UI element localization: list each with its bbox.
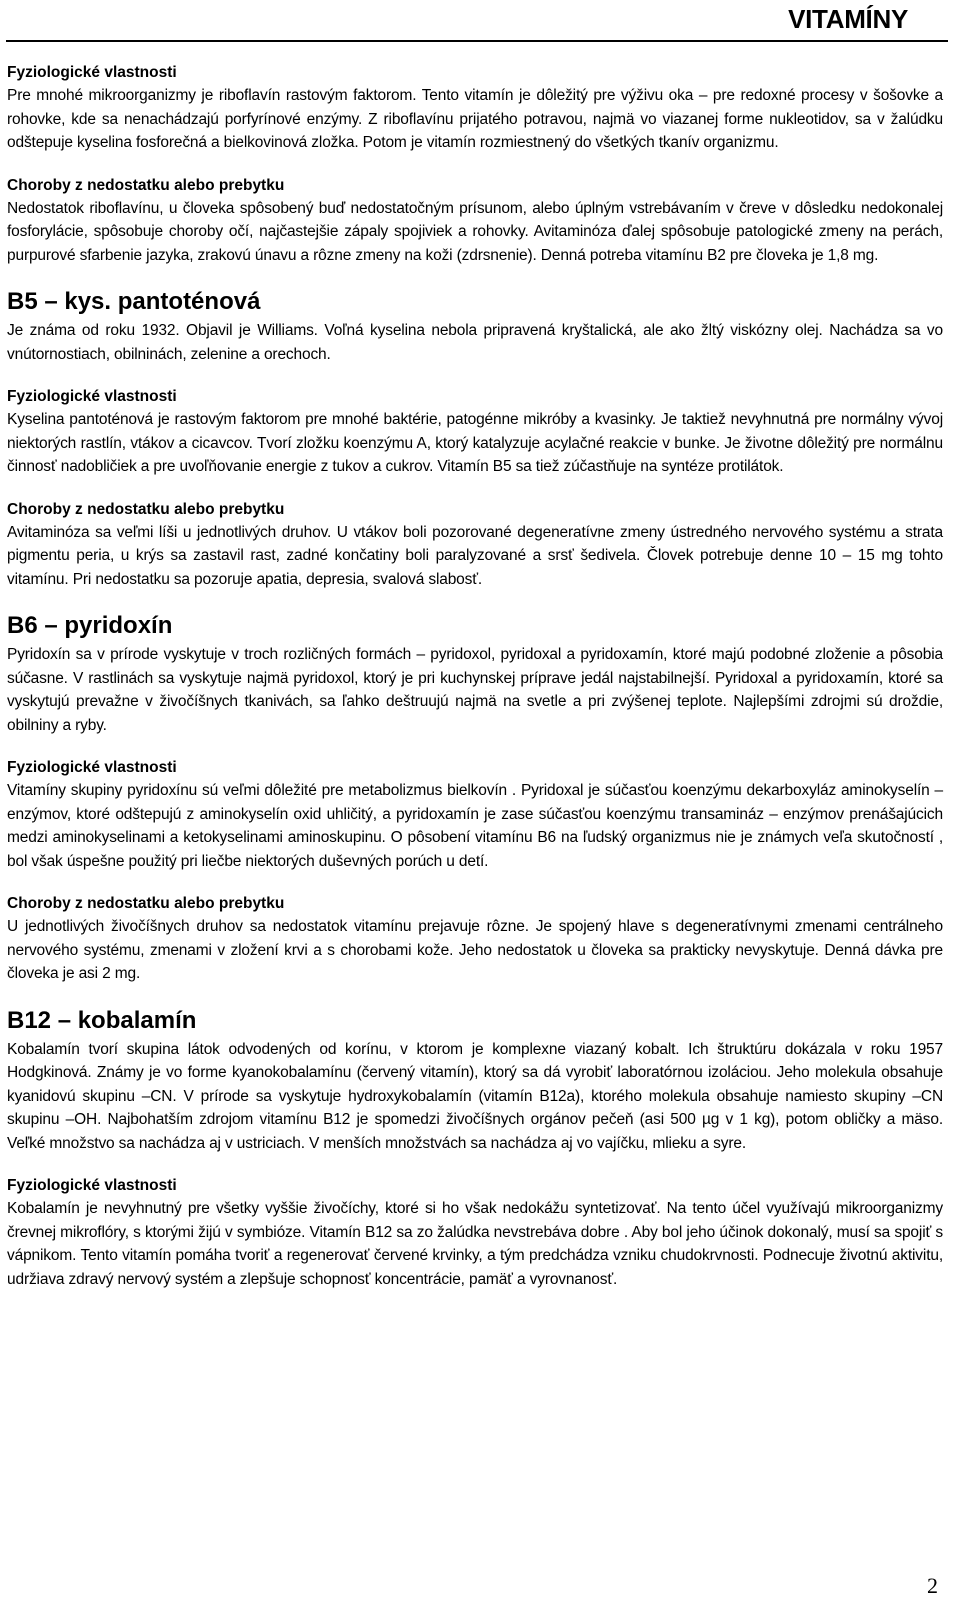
spacer: [7, 1155, 943, 1175]
paragraph: Vitamíny skupiny pyridoxínu sú veľmi dôležité pre metabolizmus bielkovín . Pyridoxal je súčasťou koenzýmu dekarboxyláz aminokyselín – enzýmov, ktoré odštepujú z aminokyselín oxid uhličitý, a pyridoxamín je zase súčasťou koenzýmu transamináz – enzýmov prenášajúcich medzi aminokyselinami a ketokyselinami aminoskupinu. O pôsobení vitamínu B6 na ľudský organizmus nie je známych veľa skutočností , bol však úspešne použitý pri liečbe niektorých duševných porúch u detí.: [7, 782, 943, 870]
spacer: [7, 737, 943, 757]
section-heading: Fyziologické vlastnosti: [7, 388, 177, 405]
section-heading: Fyziologické vlastnosti: [7, 1177, 177, 1194]
page-title: VITAMÍNY: [788, 4, 908, 34]
paragraph: Pyridoxín sa v prírode vyskytuje v troch rozličných formách – pyridoxol, pyridoxal a pyridoxamín, ktoré majú podobné zloženie a pôsobia súčasne. V rastlinách sa vyskytuje najmä pyridoxol, ktorý je pri kuchynskej príprave jedál najstabilnejší. Pyridoxal a pyridoxamín, ktoré sa vyskytujú prevažne v živočíšnych tkanivách, sa ľahko deštruujú najmä na svetle a pri zvýšenej teplote. Najlepšími zdrojmi sú droždie, obilniny a ryby.: [7, 646, 943, 734]
spacer: [7, 267, 943, 287]
section-heading: Choroby z nedostatku alebo prebytku: [7, 500, 285, 518]
paragraph: Avitaminóza sa veľmi líši u jednotlivých druhov. U vtákov boli pozorované degeneratívne zmeny ústredného nervového systému a strata pigmentu peria, u krýs sa zastavil rast, zadné končatiny boli paralyzované a srsť šedivela. Človek potrebuje denne 10 – 15 mg tohto vitamínu. Pri nedostatku sa pozoruje apatia, depresia, svalová slabosť.: [7, 523, 943, 588]
section-heading: Choroby z nedostatku alebo prebytku: [7, 176, 285, 194]
vitamin-title-b6: B6 – pyridoxín: [7, 612, 173, 639]
page-number: 2: [927, 1573, 938, 1598]
spacer: [7, 591, 943, 611]
vitamin-title-b12: B12 – kobalamín: [7, 1006, 197, 1034]
page-header: [6, 0, 948, 42]
paragraph: U jednotlivých živočíšnych druhov sa nedostatok vitamínu prejavuje rôzne. Je spojený hlave s degeneratívnymi zmenami centrálneho nervového systému, zmenami v zložení krvi a s chorobami kože. Jeho nedostatok u človeka sa prakticky nevyskytuje. Denná dávka pre človeka je asi 2 mg.: [7, 918, 943, 982]
section-heading: Fyziologické vlastnosti: [7, 759, 177, 776]
paragraph: Kobalamín tvorí skupina látok odvodených od korínu, v ktorom je komplexne viazaný kobalt. Ich štruktúru dokázala v roku 1957 Hodgkinová. Známy je vo forme kyanokobalamínu (červený vitamín), ktorý sa dá vyrobiť laboratórnou izoláciou. Jeho molekula obsahuje kyanidovú skupinu –CN. V prírode sa vyskytuje hydroxykobalamín (vitamín B12a), ktorého molekula obsahuje namiesto skupiny –CN skupinu –OH. Najbohatším zdrojom vitamínu B12 je spomedzi živočíšnych orgánov pečeň (asi 500 µg v 1 kg), potom obličky a mäso. Veľké množstvo sa nachádza aj v ustriciach. V menších množstvách sa nachádza aj vo vajíčku, mlieku a syre.: [7, 1040, 943, 1152]
section-heading: Fyziologické vlastnosti: [7, 64, 177, 81]
spacer: [7, 986, 943, 1006]
spacer: [7, 873, 943, 893]
paragraph: Je známa od roku 1932. Objavil je Williams. Voľná kyselina nebola pripravená kryštalická, ale ako žltý viskózny olej. Nachádza sa vo vnútornostiach, obilninách, zelenine a orechoch.: [7, 322, 943, 363]
paragraph: Pre mnohé mikroorganizmy je riboflavín rastovým faktorom. Tento vitamín je dôležitý pre výživu oka – pre redoxné procesy v šošovke a rohovke, kde sa nenachádzajú porfyrínové enzýmy. Z riboflavínu prijatého potravou, najmä vo viazanej forme nukleotidov, sa v žalúdku odštepuje kyselina fosforečná a bielkovinová zložka. Potom je vitamín rozmiestnený do všetkých tkanív organizmu.: [7, 87, 943, 151]
document-body: [7, 62, 943, 1291]
paragraph: Kyselina pantoténová je rastovým faktorom pre mnohé baktérie, patogénne mikróby a kvasinky. Je taktiež nevyhnutná pre normálny vývoj niektorých rastlín, vtákov a cicavcov. Tvorí zložku koenzýmu A, ktorý katalyzuje acylačné reakcie v bunke. Je životne dôležitý pre normálnu činnosť nadobličiek a pre uvoľňovanie energie z tukov a cukrov. Vitamín B5 sa tiež zúčastňuje na syntéze protilátok.: [7, 411, 943, 475]
spacer: [7, 155, 943, 175]
paragraph: Kobalamín je nevyhnutný pre všetky vyššie živočíchy, ktoré si ho však nedokážu syntetizovať. Na tento účel využívajú mikroorganizmy črevnej mikroflóry, s ktorými žijú v symbióze. Vitamín B12 sa zo žalúdka nevstrebáva dobre . Aby bol jeho účinok dokonalý, musí sa spojiť s vápnikom. Tento vitamín pomáha tvoriť a regenerovať červené krvinky, a tým predchádza vzniku chudokrvnosti. Podnecuje životnú aktivitu, udržiava zdravý nervový systém a zlepšuje schopnosť koncentrácie, pamäť a vyrovnanosť.: [7, 1200, 943, 1288]
spacer: [7, 479, 943, 499]
vitamin-title-b5: B5 – kys. pantoténová: [7, 288, 261, 315]
spacer: [7, 366, 943, 386]
section-heading: Choroby z nedostatku alebo prebytku: [7, 895, 285, 912]
paragraph: Nedostatok riboflavínu, u človeka spôsobený buď nedostatočným prísunom, alebo úplným vstrebávaním v čreve v dôsledku nedokonalej fosforylácie, spôsobuje choroby očí, najčastejšie zápaly spojiviek a rohovky. Avitaminóza ďalej spôsobuje patologické zmeny na perách, purpurové sfarbenie jazyka, zrakovú únavu a rôzne zmeny na koži (zdrsnenie). Denná potreba vitamínu B2 pre človeka je 1,8 mg.: [7, 199, 943, 264]
